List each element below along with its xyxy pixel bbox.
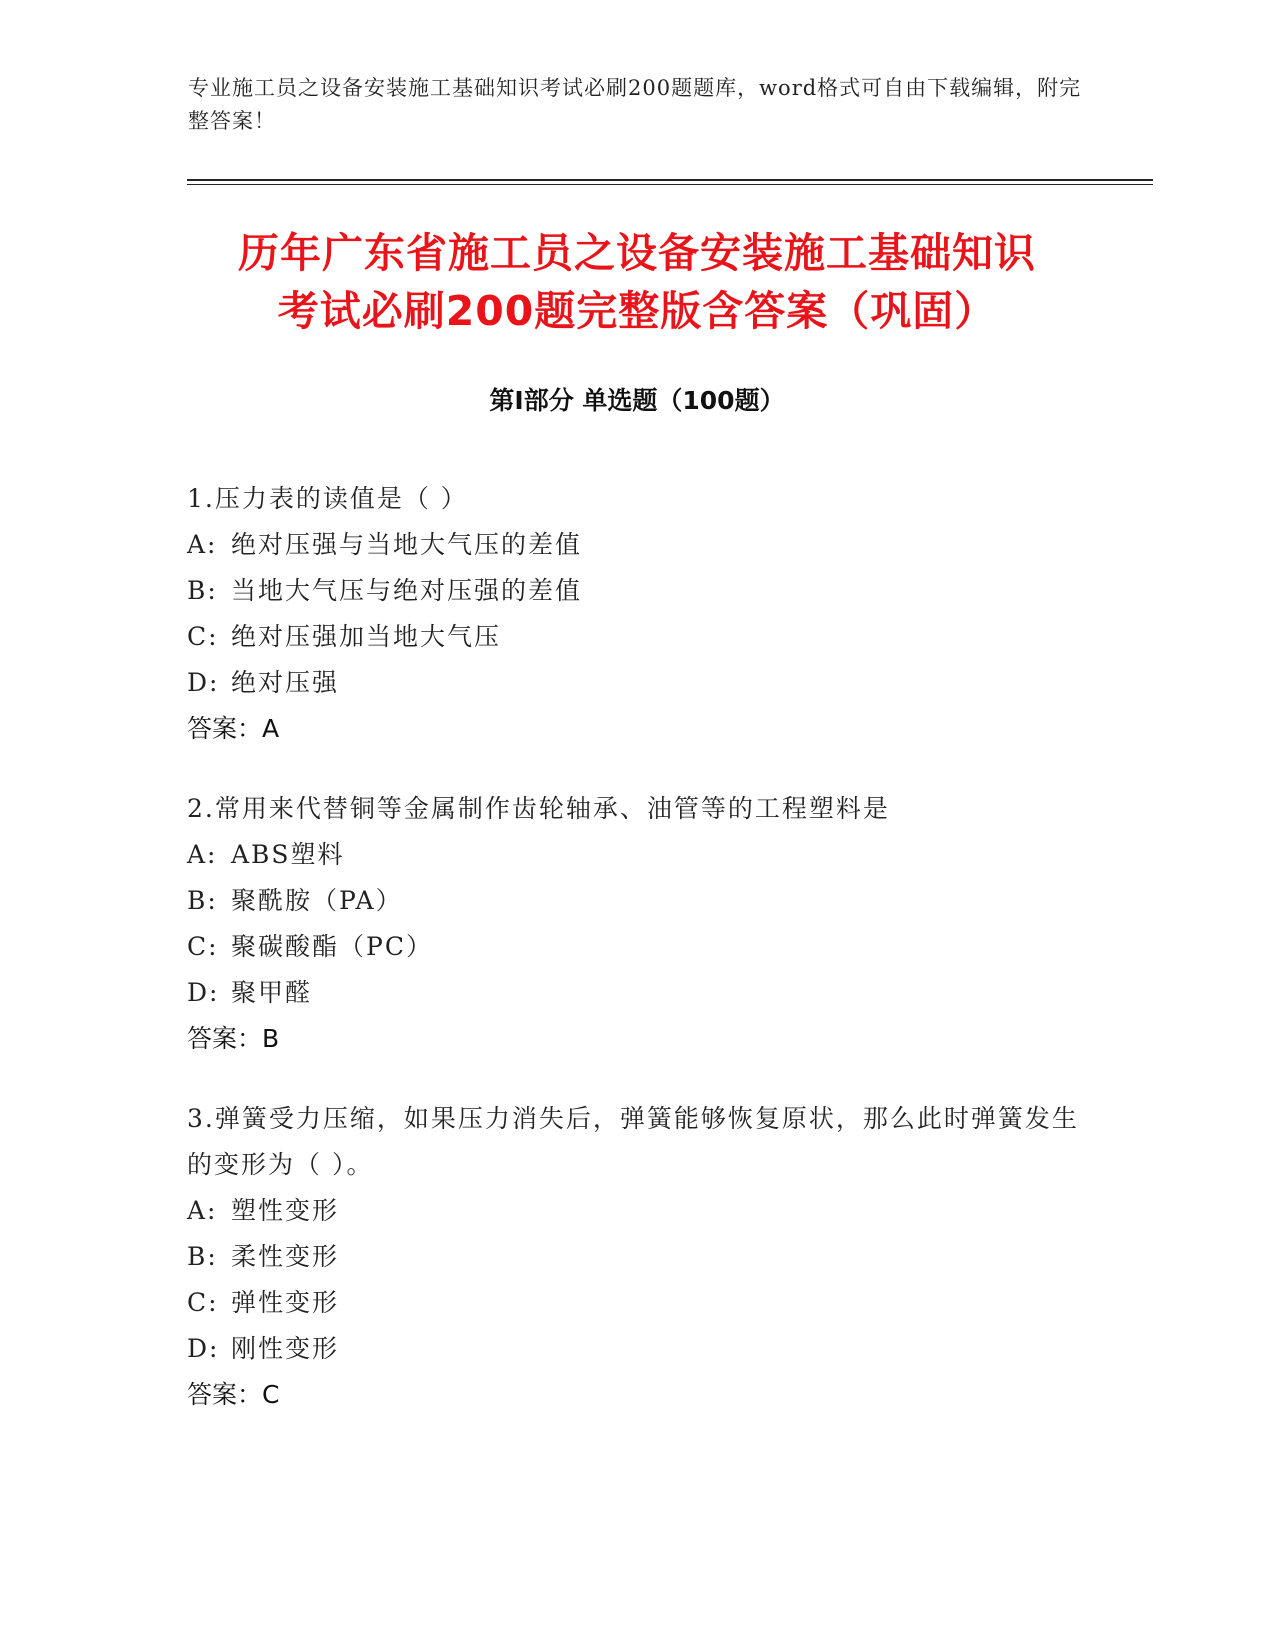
option-a: [187, 1188, 1087, 1234]
option-key: A:: [187, 530, 218, 559]
document-title-line-1: 历年广东省施工员之设备安装施工基础知识: [238, 229, 1036, 277]
section-title: 第Ⅰ部分 单选题（100题）: [489, 386, 785, 415]
option-b: [187, 1234, 1087, 1280]
option-key: D:: [187, 1334, 220, 1363]
question-item: [187, 1096, 1087, 1418]
option-text: 弹性变形: [231, 1288, 340, 1317]
option-key: C:: [187, 932, 219, 961]
option-a: [187, 832, 1087, 878]
option-key: B:: [187, 1242, 218, 1271]
option-d: [187, 1326, 1087, 1372]
option-key: C:: [187, 622, 219, 651]
option-key: B:: [187, 576, 218, 605]
option-text: ABS塑料: [231, 840, 345, 869]
question-stem: 3.弹簧受力压缩，如果压力消失后，弹簧能够恢复原状，那么此时弹簧发生的变形为（ ）。: [187, 1104, 1079, 1179]
option-a: [187, 522, 1087, 568]
question-stem: 1.压力表的读值是（ ）: [187, 484, 468, 513]
option-b: [187, 878, 1087, 924]
header-note: 专业施工员之设备安装施工基础知识考试必刷200题题库，word格式可自由下载编辑，附完整答案！: [188, 76, 1082, 133]
question-stem: 2.常用来代替铜等金属制作齿轮轴承、油管等的工程塑料是: [187, 794, 890, 823]
answer-line: 答案：A: [187, 714, 280, 743]
option-text: 柔性变形: [231, 1242, 340, 1271]
answer-line: 答案：C: [187, 1380, 280, 1409]
option-text: 聚甲醛: [231, 978, 313, 1007]
option-text: 绝对压强: [231, 668, 340, 697]
option-text: 刚性变形: [231, 1334, 340, 1363]
question-item: [187, 786, 1087, 1062]
header-divider-thick: [187, 179, 1153, 181]
option-d: [187, 970, 1087, 1016]
option-text: 聚酰胺（PA）: [231, 886, 403, 915]
question-list: [187, 476, 1087, 1452]
option-c: [187, 924, 1087, 970]
option-key: B:: [187, 886, 218, 915]
option-text: 绝对压强与当地大气压的差值: [231, 530, 583, 559]
option-key: A:: [187, 840, 218, 869]
option-text: 当地大气压与绝对压强的差值: [231, 576, 583, 605]
option-text: 聚碳酸酯（PC）: [231, 932, 433, 961]
option-text: 塑性变形: [231, 1196, 340, 1225]
header-divider-thin: [187, 184, 1153, 185]
option-key: C:: [187, 1288, 219, 1317]
option-d: [187, 660, 1087, 706]
option-key: A:: [187, 1196, 218, 1225]
option-c: [187, 1280, 1087, 1326]
option-key: D:: [187, 668, 220, 697]
option-c: [187, 614, 1087, 660]
option-text: 绝对压强加当地大气压: [231, 622, 502, 651]
option-b: [187, 568, 1087, 614]
document-title: [187, 224, 1087, 340]
question-item: [187, 476, 1087, 752]
answer-line: 答案：B: [187, 1024, 280, 1053]
document-title-line-2: 考试必刷200题完整版含答案（巩固）: [277, 287, 997, 335]
option-key: D:: [187, 978, 220, 1007]
